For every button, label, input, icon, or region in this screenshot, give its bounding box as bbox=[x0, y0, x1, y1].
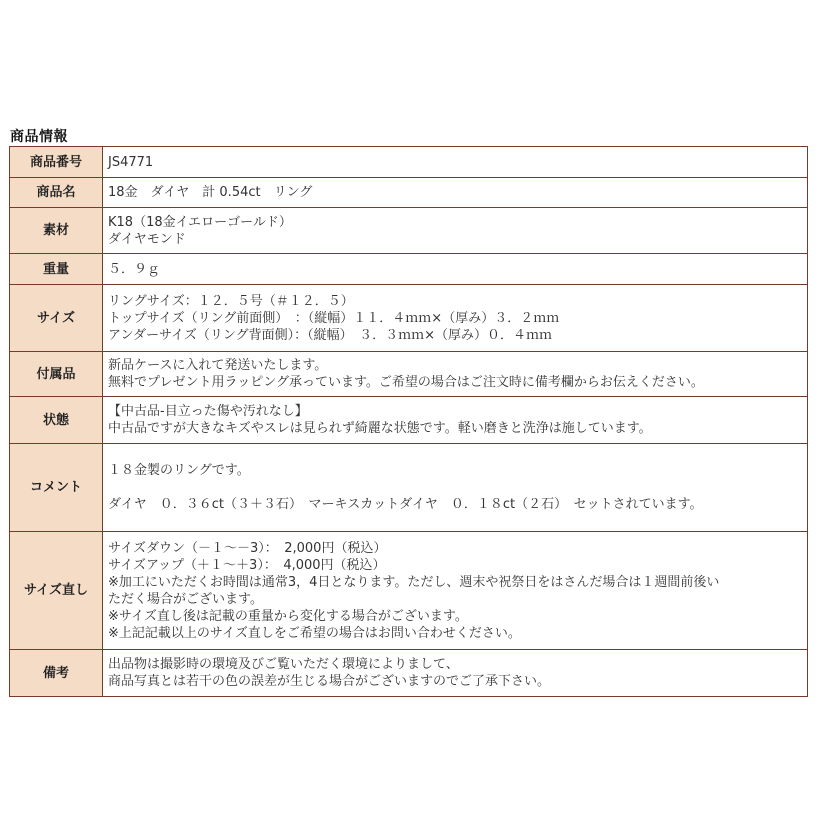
value-line: 新品ケースに入れて発送いたします。 bbox=[108, 358, 328, 373]
value-size bbox=[103, 285, 808, 352]
label-product-name: 商品名 bbox=[10, 178, 103, 208]
value-line: リングサイズ：１２．５号（＃１２．５） bbox=[108, 293, 354, 309]
value-line: 商品写真とは若干の色の誤差が生じる場合がございますのでご了承下さい。 bbox=[108, 674, 551, 689]
row-comment bbox=[10, 444, 808, 532]
label-weight: 重量 bbox=[10, 254, 103, 285]
label-condition: 状態 bbox=[10, 397, 103, 444]
value-line: サイズダウン（－１～－3）： 2,000円（税込） bbox=[108, 540, 387, 556]
label-accessories: 付属品 bbox=[10, 352, 103, 397]
value-line: トップサイズ（リング前面側） ：（縦幅）１１．４ｍｍ×（厚み）３．２ｍｍ bbox=[108, 310, 560, 326]
value-line: 出品物は撮影時の環境及びご覧いただく環境によりまして、 bbox=[108, 657, 459, 672]
label-remarks: 備考 bbox=[10, 650, 103, 697]
value-line: １８金製のリングです。 bbox=[108, 463, 250, 478]
label-size: サイズ bbox=[10, 285, 103, 352]
label-resize: サイズ直し bbox=[10, 532, 103, 650]
label-comment: コメント bbox=[10, 444, 103, 532]
row-material bbox=[10, 208, 808, 254]
value-line: ５．９ｇ bbox=[108, 261, 161, 277]
value-line: K18（18金イエローゴールド） bbox=[108, 214, 292, 230]
value-line: 無料でプレゼント用ラッピング承っています。ご希望の場合はご注文時に備考欄からお伝えください。 bbox=[108, 375, 704, 390]
label-product-number: 商品番号 bbox=[10, 147, 103, 178]
value-line: 中古品ですが大きなキズやスレは見られず綺麗な状態です。軽い磨きと洗浄は施しています。 bbox=[108, 421, 652, 436]
value-line: JS4771 bbox=[108, 154, 154, 170]
row-condition bbox=[10, 397, 808, 444]
section-title: 商品情報 bbox=[10, 129, 68, 145]
row-remarks bbox=[10, 650, 808, 697]
value-weight bbox=[103, 254, 808, 285]
row-accessories bbox=[10, 352, 808, 397]
value-product-number bbox=[103, 147, 808, 178]
value-line: ただく場合がございます。 bbox=[108, 591, 263, 607]
value-line: ダイヤモンド bbox=[108, 231, 186, 247]
value-line: ※上記記載以上のサイズ直しをご希望の場合はお問い合わせください。 bbox=[108, 625, 521, 641]
row-size bbox=[10, 285, 808, 352]
value-resize bbox=[103, 532, 808, 650]
blank-line bbox=[108, 479, 801, 496]
value-line: ※サイズ直し後は記載の重量から変化する場合がございます。 bbox=[108, 608, 468, 624]
value-comment bbox=[103, 444, 808, 532]
row-product-number bbox=[10, 147, 808, 178]
value-accessories bbox=[103, 352, 808, 397]
row-resize bbox=[10, 532, 808, 650]
row-weight bbox=[10, 254, 808, 285]
value-material bbox=[103, 208, 808, 254]
label-material: 素材 bbox=[10, 208, 103, 254]
product-info-table bbox=[9, 146, 808, 697]
value-product-name bbox=[103, 178, 808, 208]
row-product-name bbox=[10, 178, 808, 208]
value-line: アンダーサイズ（リング背面側）：（縦幅） ３．３ｍｍ×（厚み）０．４ｍｍ bbox=[108, 327, 553, 343]
value-line: ※加工にいただくお時間は通常3，4日となります。ただし、週末や祝祭日をはさんだ場合は１週間前後い bbox=[108, 574, 720, 590]
value-condition bbox=[103, 397, 808, 444]
value-line: 【中古品-目立った傷や汚れなし】 bbox=[108, 404, 308, 419]
value-line: ダイヤ ０．３６ct（３＋３石） マーキスカットダイヤ ０．１８ct（２石） セットされています。 bbox=[108, 497, 703, 512]
value-line: サイズアップ（＋１～＋3）： 4,000円（税込） bbox=[108, 557, 386, 573]
value-line: 18金 ダイヤ 計 0.54ct リング bbox=[108, 185, 313, 200]
value-remarks bbox=[103, 650, 808, 697]
